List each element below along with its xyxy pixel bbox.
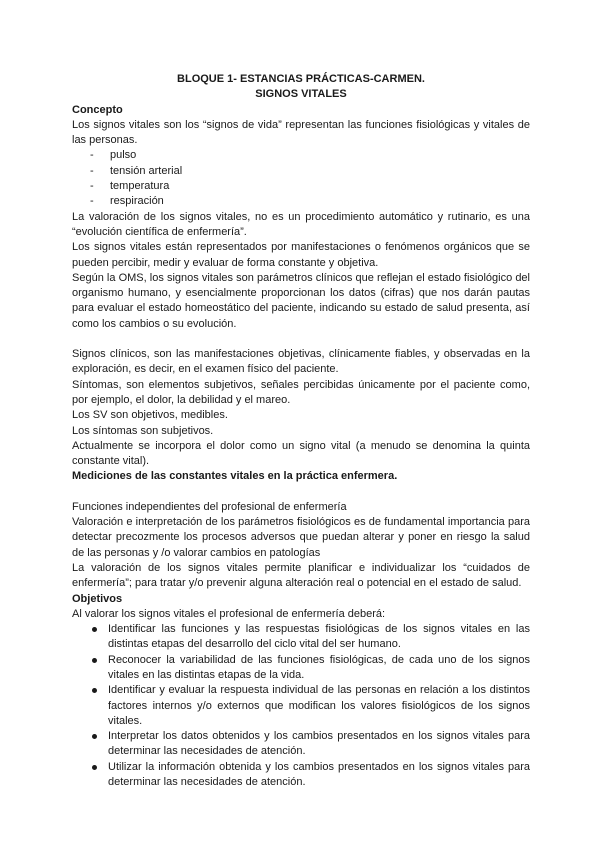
- bullet-icon: [92, 765, 97, 770]
- document-title: BLOQUE 1- ESTANCIAS PRÁCTICAS-CARMEN.: [177, 73, 425, 85]
- list-item-text: Identificar las funciones y las respuestas fisiológicas de los signos vitales en las distintas etapas del desarrollo del ciclo vital del ser humano.: [108, 623, 530, 651]
- list-item: [88, 729, 530, 760]
- paragraph: Según la OMS, los signos vitales son parámetros clínicos que reflejan el estado fisiológico del organismo humano, y esencialmente proporcionan los datos (cifras) que nos darán pautas para evaluar el estado homeostático del paciente, indicando su estado de salud presenta, así como los cambios o su evolución.: [72, 271, 530, 330]
- list-item: [90, 148, 530, 163]
- spacer: [72, 485, 530, 500]
- dash-marker: -: [90, 149, 94, 162]
- list-item: [90, 164, 530, 179]
- paragraph: Signos clínicos, son las manifestaciones objetivas, clínicamente fiables, y observadas en la exploración, es decir, en el examen físico del paciente.: [72, 348, 530, 376]
- bullet-icon: [92, 688, 97, 693]
- list-item-text: Identificar y evaluar la respuesta individual de las personas en relación a los distintos factores internos y/o externos que modifican los valores fisiológicos de los signos vitales.: [108, 684, 530, 727]
- paragraph: Los signos vitales están representados por manifestaciones o fenómenos orgánicos que se pueden percibir, medir y evaluar de forma constante y objetiva.: [72, 241, 530, 269]
- list-item-text: Utilizar la información obtenida y los cambios presentados en los signos vitales para determinar las necesidades de atención.: [108, 760, 530, 789]
- list-item-text: respiración: [110, 195, 164, 208]
- paragraph: Actualmente se incorpora el dolor como un signo vital (a menudo se denomina la quinta constante vital).: [72, 439, 530, 468]
- list-item: [90, 179, 530, 194]
- concepto-heading: Concepto: [72, 103, 123, 116]
- list-item: [90, 194, 530, 209]
- bullet-icon: [92, 627, 97, 632]
- paragraph: Los SV son objetivos, medibles.: [72, 409, 228, 422]
- list-item-text: pulso: [110, 149, 137, 162]
- vital-signs-list: [72, 148, 530, 209]
- mediciones-heading: Mediciones de las constantes vitales en la práctica enfermera.: [72, 470, 398, 483]
- list-item-text: temperatura: [110, 180, 170, 193]
- list-item: [88, 622, 530, 653]
- objetivos-heading: Objetivos: [72, 592, 123, 605]
- bullet-icon: [92, 734, 97, 739]
- paragraph: Valoración e interpretación de los parámetros fisiológicos es de fundamental importancia para detectar precozmente los procesos adversos que puedan alterar y poner en riesgo la salud de las personas y /o valorar cambios en patologías: [72, 516, 530, 559]
- list-item-text: Reconocer la variabilidad de las funciones fisiológicas, de cada uno de los signos vitales en las distintas etapas de la vida.: [108, 653, 530, 681]
- paragraph: Síntomas, son elementos subjetivos, señales percibidas únicamente por el paciente como, por ejemplo, el dolor, la debilidad y el mareo.: [72, 378, 530, 406]
- paragraph: La valoración de los signos vitales permite planificar e individualizar los “cuidados de enfermería”; para tratar y/o prevenir alguna alteración real o potencial en el estado de salud.: [72, 561, 530, 590]
- list-item-text: tensión arterial: [110, 164, 183, 177]
- dash-marker: -: [90, 164, 94, 177]
- dash-marker: -: [90, 195, 94, 208]
- list-item: [88, 760, 530, 791]
- concepto-intro: Los signos vitales son los “signos de vida” representan las funciones fisiológicas y vitales de las personas.: [72, 118, 530, 147]
- paragraph: Los síntomas son subjetivos.: [72, 424, 214, 437]
- list-item: [88, 683, 530, 729]
- document-subtitle: SIGNOS VITALES: [255, 88, 347, 101]
- objetivos-list: [72, 622, 530, 790]
- bullet-icon: [92, 658, 97, 663]
- dash-marker: -: [90, 180, 94, 193]
- paragraph: La valoración de los signos vitales, no es un procedimiento automático y rutinario, es una “evolución científica de enfermería”.: [72, 210, 530, 238]
- objetivos-intro: Al valorar los signos vitales el profesional de enfermería deberá:: [72, 607, 386, 620]
- list-item: [88, 653, 530, 684]
- spacer: [72, 332, 530, 347]
- mediciones-subheading: Funciones independientes del profesional de enfermería: [72, 500, 347, 513]
- list-item-text: Interpretar los datos obtenidos y los cambios presentados en los signos vitales para determinar las necesidades de atención.: [108, 730, 530, 758]
